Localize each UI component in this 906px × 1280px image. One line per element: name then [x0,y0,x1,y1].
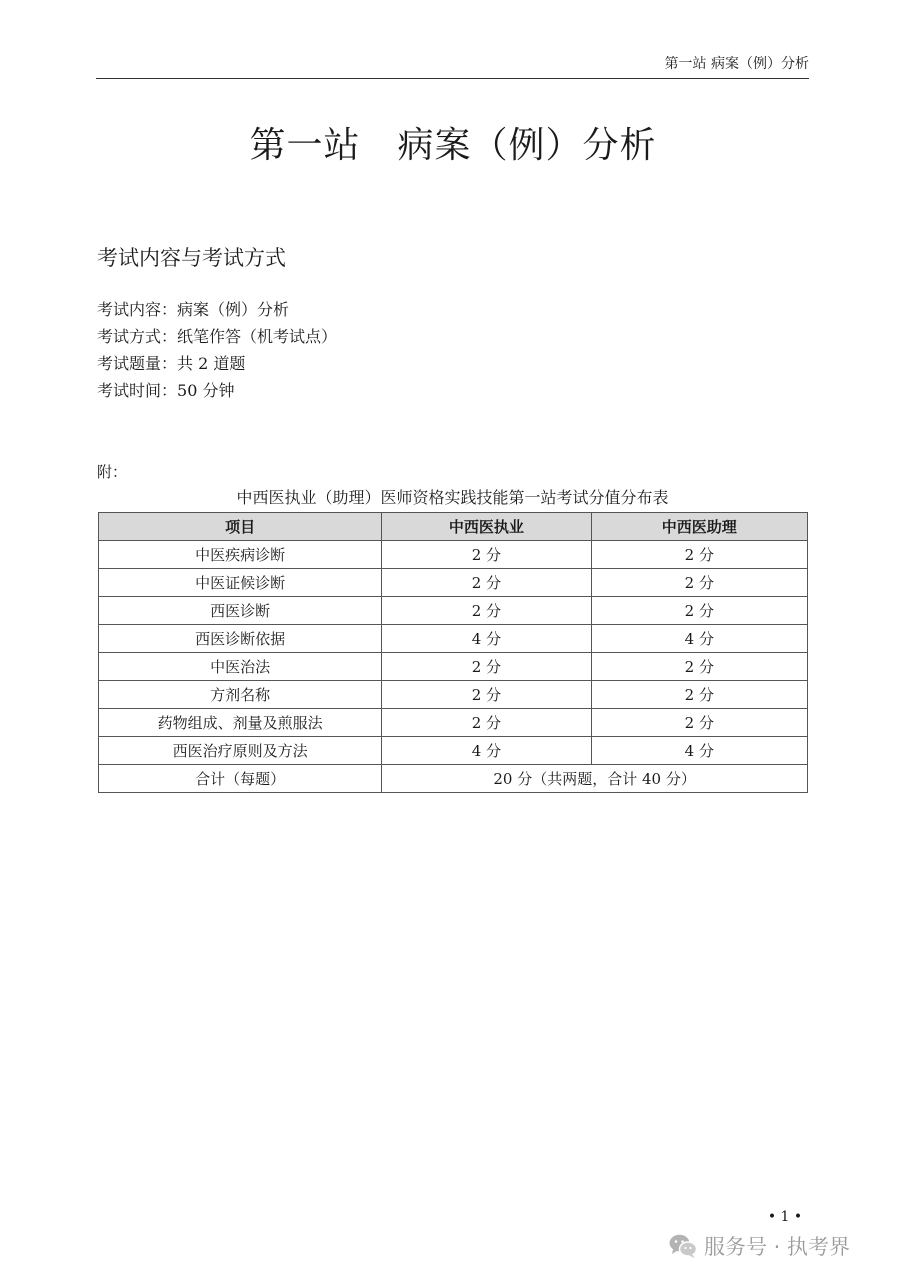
total-value: 20 分（共两题，合计 40 分） [382,765,808,793]
row-item: 中医治法 [99,653,382,681]
row-practitioner-score: 2 分 [382,709,591,737]
header-assistant: 中西医助理 [591,513,807,541]
table-row [99,737,808,765]
exam-content-value: 病案（例）分析 [177,300,290,319]
row-assistant-score: 2 分 [591,709,807,737]
page-number: • 1 • [767,1209,803,1225]
exam-time-value: 50 分钟 [177,381,235,400]
page-title: 第一站 病案（例）分析 [249,125,657,166]
table-row [99,569,808,597]
row-item: 药物组成、剂量及煎服法 [99,709,382,737]
exam-method-value: 纸笔作答（机考试点） [177,327,338,346]
row-item: 西医诊断 [99,597,382,625]
table-row [99,597,808,625]
table-row [99,625,808,653]
exam-quantity-label: 考试题量： [97,354,178,373]
section-title: 考试内容与考试方式 [97,246,286,270]
exam-quantity-item [97,350,337,377]
watermark-text: 服务号 · 执考界 [704,1235,851,1259]
table-row [99,653,808,681]
running-header: 第一站 病案（例）分析 [664,56,809,72]
appendix-label: 附： [97,463,128,481]
table-header-row [99,513,808,541]
watermark [668,1231,850,1261]
header-item: 项目 [99,513,382,541]
exam-time-label: 考试时间： [97,381,178,400]
table-caption: 中西医执业（助理）医师资格实践技能第一站考试分值分布表 [236,488,669,507]
exam-content-label: 考试内容： [97,300,178,319]
row-assistant-score: 2 分 [591,597,807,625]
row-assistant-score: 4 分 [591,625,807,653]
row-practitioner-score: 2 分 [382,541,591,569]
row-assistant-score: 2 分 [591,653,807,681]
row-item: 西医诊断依据 [99,625,382,653]
exam-info-list [97,296,337,404]
exam-time-item [97,377,337,404]
wechat-icon [668,1233,698,1259]
exam-method-item [97,323,337,350]
row-assistant-score: 2 分 [591,681,807,709]
row-practitioner-score: 2 分 [382,569,591,597]
exam-quantity-value: 共 2 道题 [177,354,246,373]
row-item: 西医治疗原则及方法 [99,737,382,765]
table-row [99,681,808,709]
exam-method-label: 考试方式： [97,327,178,346]
row-assistant-score: 4 分 [591,737,807,765]
row-item: 中医证候诊断 [99,569,382,597]
row-assistant-score: 2 分 [591,541,807,569]
row-practitioner-score: 2 分 [382,681,591,709]
exam-content-item [97,296,337,323]
row-item: 方剂名称 [99,681,382,709]
row-item: 中医疾病诊断 [99,541,382,569]
row-practitioner-score: 4 分 [382,625,591,653]
header-rule [96,78,809,79]
row-practitioner-score: 2 分 [382,653,591,681]
row-practitioner-score: 4 分 [382,737,591,765]
row-practitioner-score: 2 分 [382,597,591,625]
total-row [99,765,808,793]
score-distribution-table [98,512,808,793]
total-label: 合计（每题） [99,765,382,793]
row-assistant-score: 2 分 [591,569,807,597]
header-practitioner: 中西医执业 [382,513,591,541]
table-row [99,709,808,737]
table-row [99,541,808,569]
